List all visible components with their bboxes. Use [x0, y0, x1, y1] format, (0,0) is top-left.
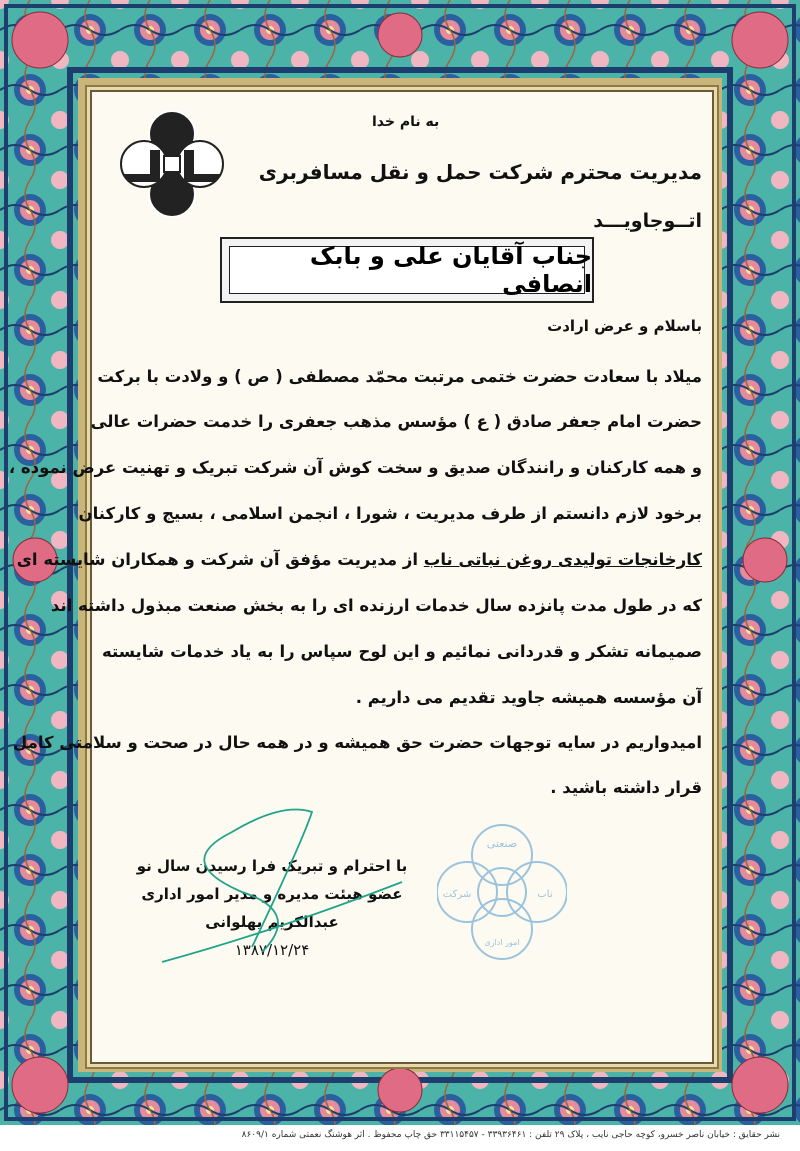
signer-title: عضو هیئت مدیره و مدیر امور اداری	[141, 885, 403, 903]
body-line: آن مؤسسه همیشه جاوید تقدیم می داریم .	[355, 688, 702, 707]
body-line: که در طول مدت پانزده سال خدمات ارزنده ای را به بخش صنعت مبذول داشته اند	[50, 596, 702, 615]
body-line: میلاد با سعادت حضرت ختمی مرتبت محمّد مصطفی ( ص ) و ولادت با برکت	[97, 367, 702, 386]
signature-date: ۱۳۸۷/۱۲/۲۴	[234, 941, 310, 959]
basmala: به نام خدا	[372, 114, 440, 130]
certificate-paper	[8, 90, 714, 1064]
body-line: حضرت امام جعفر صادق ( ع ) مؤسس مذهب جعفری را خدمت حضرات عالی	[90, 412, 702, 431]
body-line: و همه کارکنان و رانندگان صدیق و سخت کوش آن شرکت تبریک و تهنیت عرض نموده ،	[8, 458, 702, 477]
company-stamp	[437, 817, 567, 967]
publisher-footer: نشر حقایق : خیابان ناصر خسرو، کوچه حاجی نایب ، پلاک ۲۹ تلفن : ۳۳۹۳۶۴۶۱ - ۳۳۱۱۵۴۵۷ حق چاپ محفوظ . اثر هوشنگ نعمتی شماره ۸۶۰۹/۱	[241, 1130, 780, 1140]
recipient-name: جناب آقایان علی و بابک انصافی	[309, 242, 592, 298]
stamp-text: شرکت	[442, 889, 472, 900]
body-text: از مدیریت مؤفق آن شرکت و همکاران شایسته ای	[16, 550, 419, 569]
closing: با احترام و تبریک فرا رسیدن سال نو	[136, 857, 408, 875]
company-name-underlined: کارخانجات تولیدی روغن نباتی ناب	[423, 550, 702, 569]
stamp-text: صنعتی	[486, 837, 518, 850]
body-line: قرار داشته باشید .	[550, 778, 702, 797]
stamp-text: امور اداری	[484, 938, 520, 947]
signer-name: عبدالکریم پهلوانی	[205, 913, 339, 931]
attention-line: اتــوجاویـــد	[593, 210, 702, 232]
recipient-box	[220, 237, 594, 303]
greeting: باسلام و عرض ارادت	[547, 317, 702, 335]
stamp-text: ناب	[537, 889, 553, 900]
body-line	[16, 550, 702, 569]
company-logo	[120, 110, 224, 218]
body-line: امیدواریم در سایه توجهات حضرت حق همیشه و در همه حال در صحت و سلامتی کامل	[12, 733, 702, 752]
handwritten-signature	[152, 802, 412, 982]
body-line: برخود لازم دانستم از طرف مدیریت ، شورا ، انجمن اسلامی ، بسیج و کارکنان	[78, 504, 702, 523]
addressee: مدیریت محترم شرکت حمل و نقل مسافربری	[258, 160, 702, 184]
body-line: صمیمانه تشکر و قدردانی نمائیم و این لوح سپاس را به یاد خدمات شایسته	[102, 642, 702, 661]
